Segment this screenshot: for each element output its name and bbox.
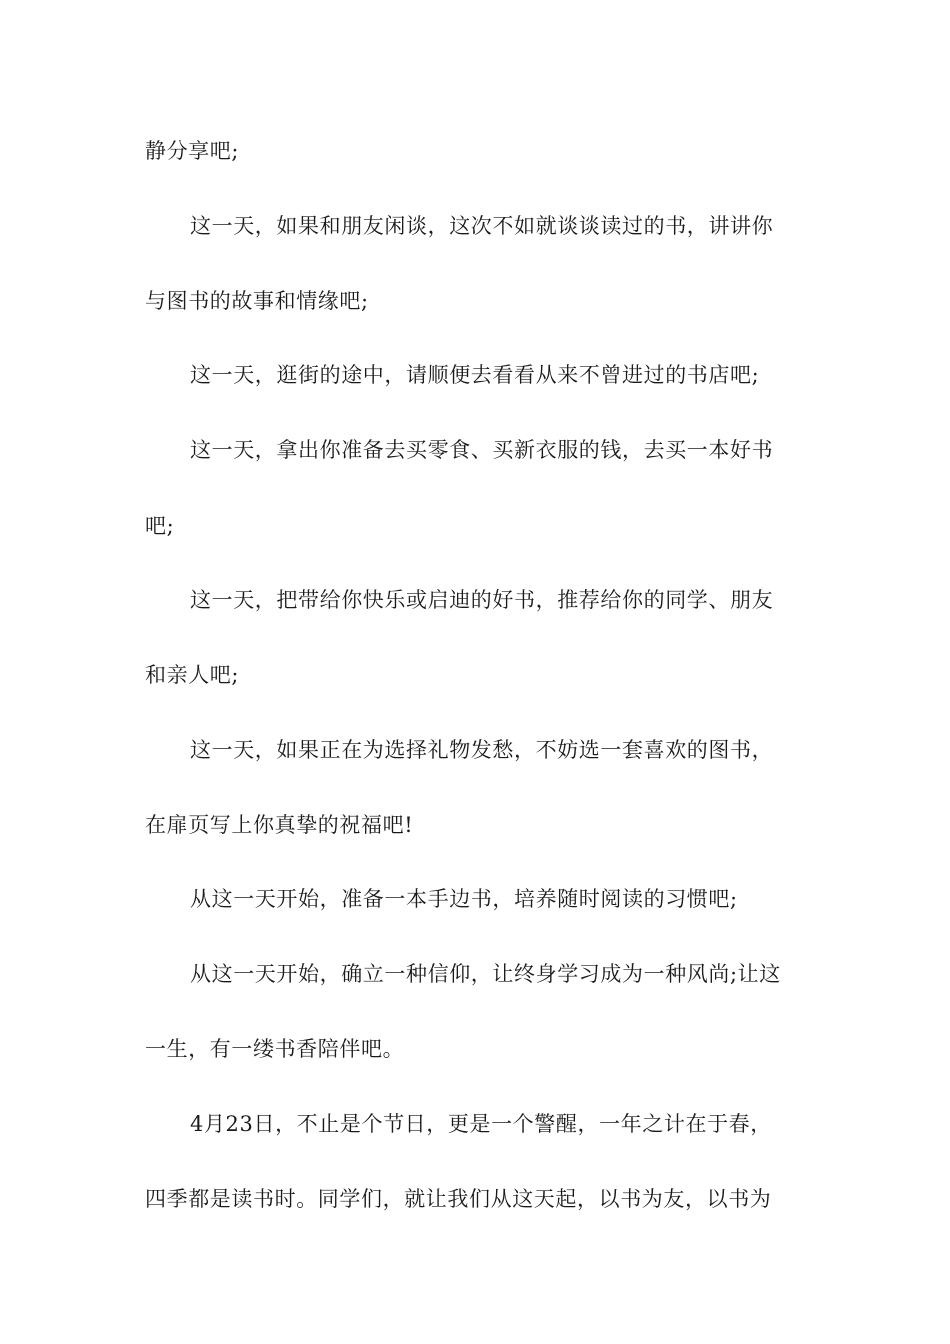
text-line: 从这一天开始，确立一种信仰，让终身学习成为一种风尚;让这 (190, 962, 781, 986)
text-line: 从这一天开始，准备一本手边书，培养随时阅读的习惯吧; (190, 887, 738, 911)
text-line: 在扉页写上你真挚的祝福吧! (145, 813, 414, 837)
text-line: 这一天，如果和朋友闲谈，这次不如就谈谈读过的书，讲讲你 (190, 214, 774, 238)
text-line: 四季都是读书时。同学们，就让我们从这天起，以书为友，以书为 (145, 1187, 772, 1211)
text-line: 静分享吧; (145, 139, 240, 163)
text-line: 这一天，拿出你准备去买零食、买新衣服的钱，去买一本好书 (190, 438, 774, 462)
text-line: 4月23日，不止是个节日，更是一个警醒，一年之计在于春， (190, 1112, 772, 1136)
text-line: 这一天，如果正在为选择礼物发愁，不妨选一套喜欢的图书， (190, 738, 774, 762)
text-line: 一生，有一缕书香陪伴吧。 (145, 1037, 405, 1061)
text-line: 这一天，逛街的途中，请顺便去看看从来不曾进过的书店吧; (190, 363, 760, 387)
text-line: 和亲人吧; (145, 663, 240, 687)
text-line: 这一天，把带给你快乐或启迪的好书，推荐给你的同学、朋友 (190, 588, 774, 612)
text-line: 吧; (145, 514, 175, 538)
text-line: 与图书的故事和情缘吧; (145, 289, 369, 313)
